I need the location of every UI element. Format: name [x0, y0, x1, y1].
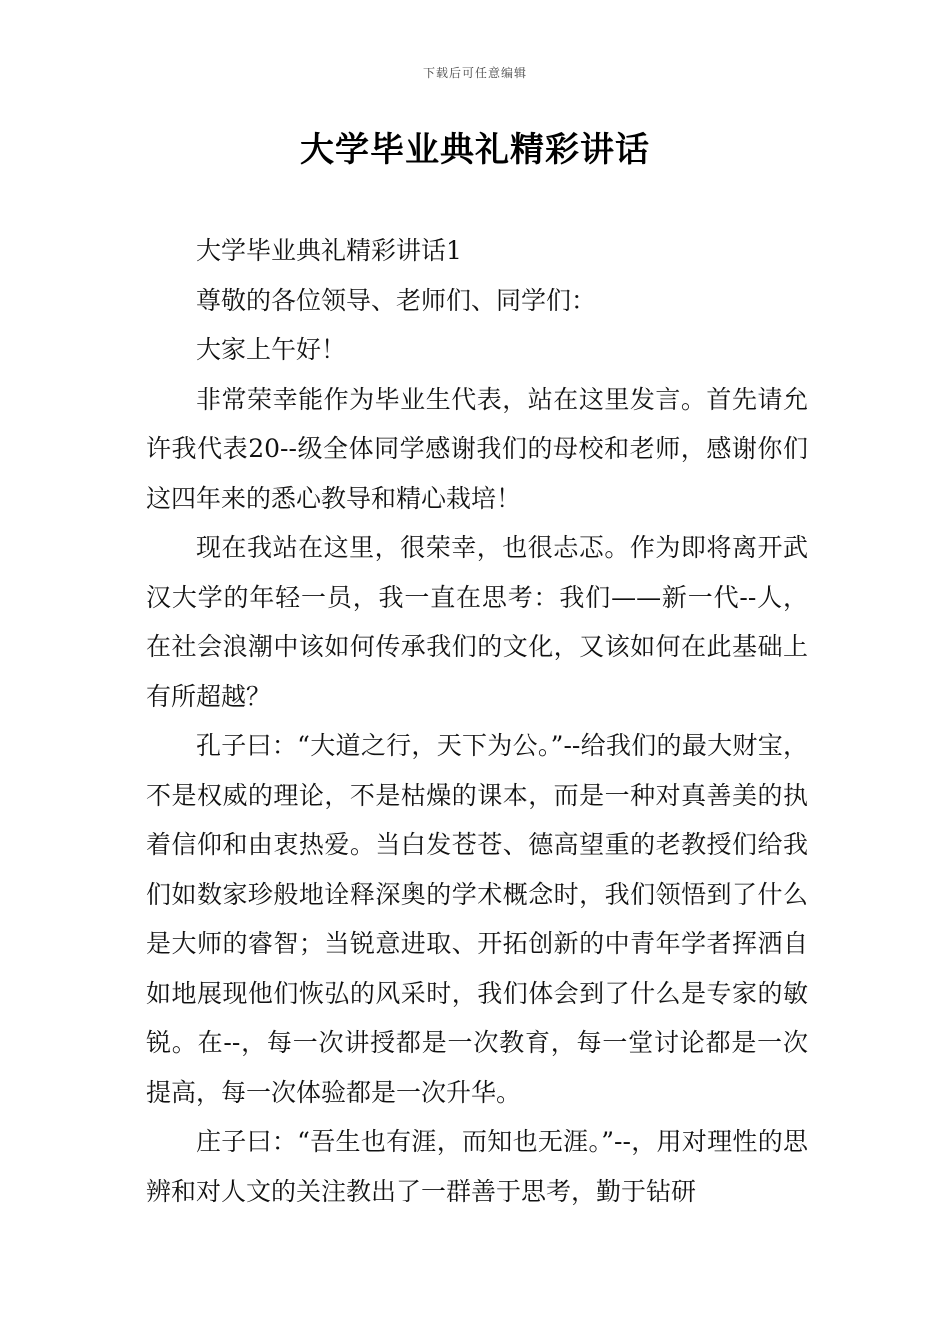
paragraph: 现在我站在这里，很荣幸，也很忐忑。作为即将离开武汉大学的年轻一员，我一直在思考：我们——新一代--人，在社会浪潮中该如何传承我们的文化，又该如何在此基础上有所超越？ — [146, 533, 808, 711]
paragraph-salutation: 尊敬的各位领导、老师们、同学们： — [196, 285, 597, 315]
paragraph: 孔子曰：“大道之行，天下为公。”--给我们的最大财宝，不是权威的理论，不是枯燥的课本，而是一种对真善美的执着信仰和由衷热爱。当白发苍苍、德高望重的老教授们给我们如数家珍般地诠释深奥的学术概念时，我们领悟到了什么是大师的睿智；当锐意进取、开拓创新的中青年学者挥洒自如地展现他们恢弘的风采时，我们体会到了什么是专家的敏锐。在--，每一次讲授都是一次教育，每一堂讨论都是一次提高，每一次体验都是一次升华。 — [146, 731, 808, 1107]
paragraph: 非常荣幸能作为毕业生代表，站在这里发言。首先请允许我代表20--级全体同学感谢我们的母校和老师，感谢你们这四年来的悉心教导和精心栽培！ — [146, 384, 808, 513]
paragraph: 庄子曰：“吾生也有涯，而知也无涯。”--，用对理性的思辨和对人文的关注教出了一群善于思考，勤于钻研 — [146, 1127, 808, 1206]
document-title: 大学毕业典礼精彩讲话 — [300, 130, 650, 170]
paragraph-subtitle: 大学毕业典礼精彩讲话1 — [196, 236, 462, 265]
header-note: 下载后可任意编辑 — [422, 66, 527, 80]
paragraph-greeting: 大家上午好！ — [196, 335, 347, 364]
document-body — [146, 226, 808, 1216]
